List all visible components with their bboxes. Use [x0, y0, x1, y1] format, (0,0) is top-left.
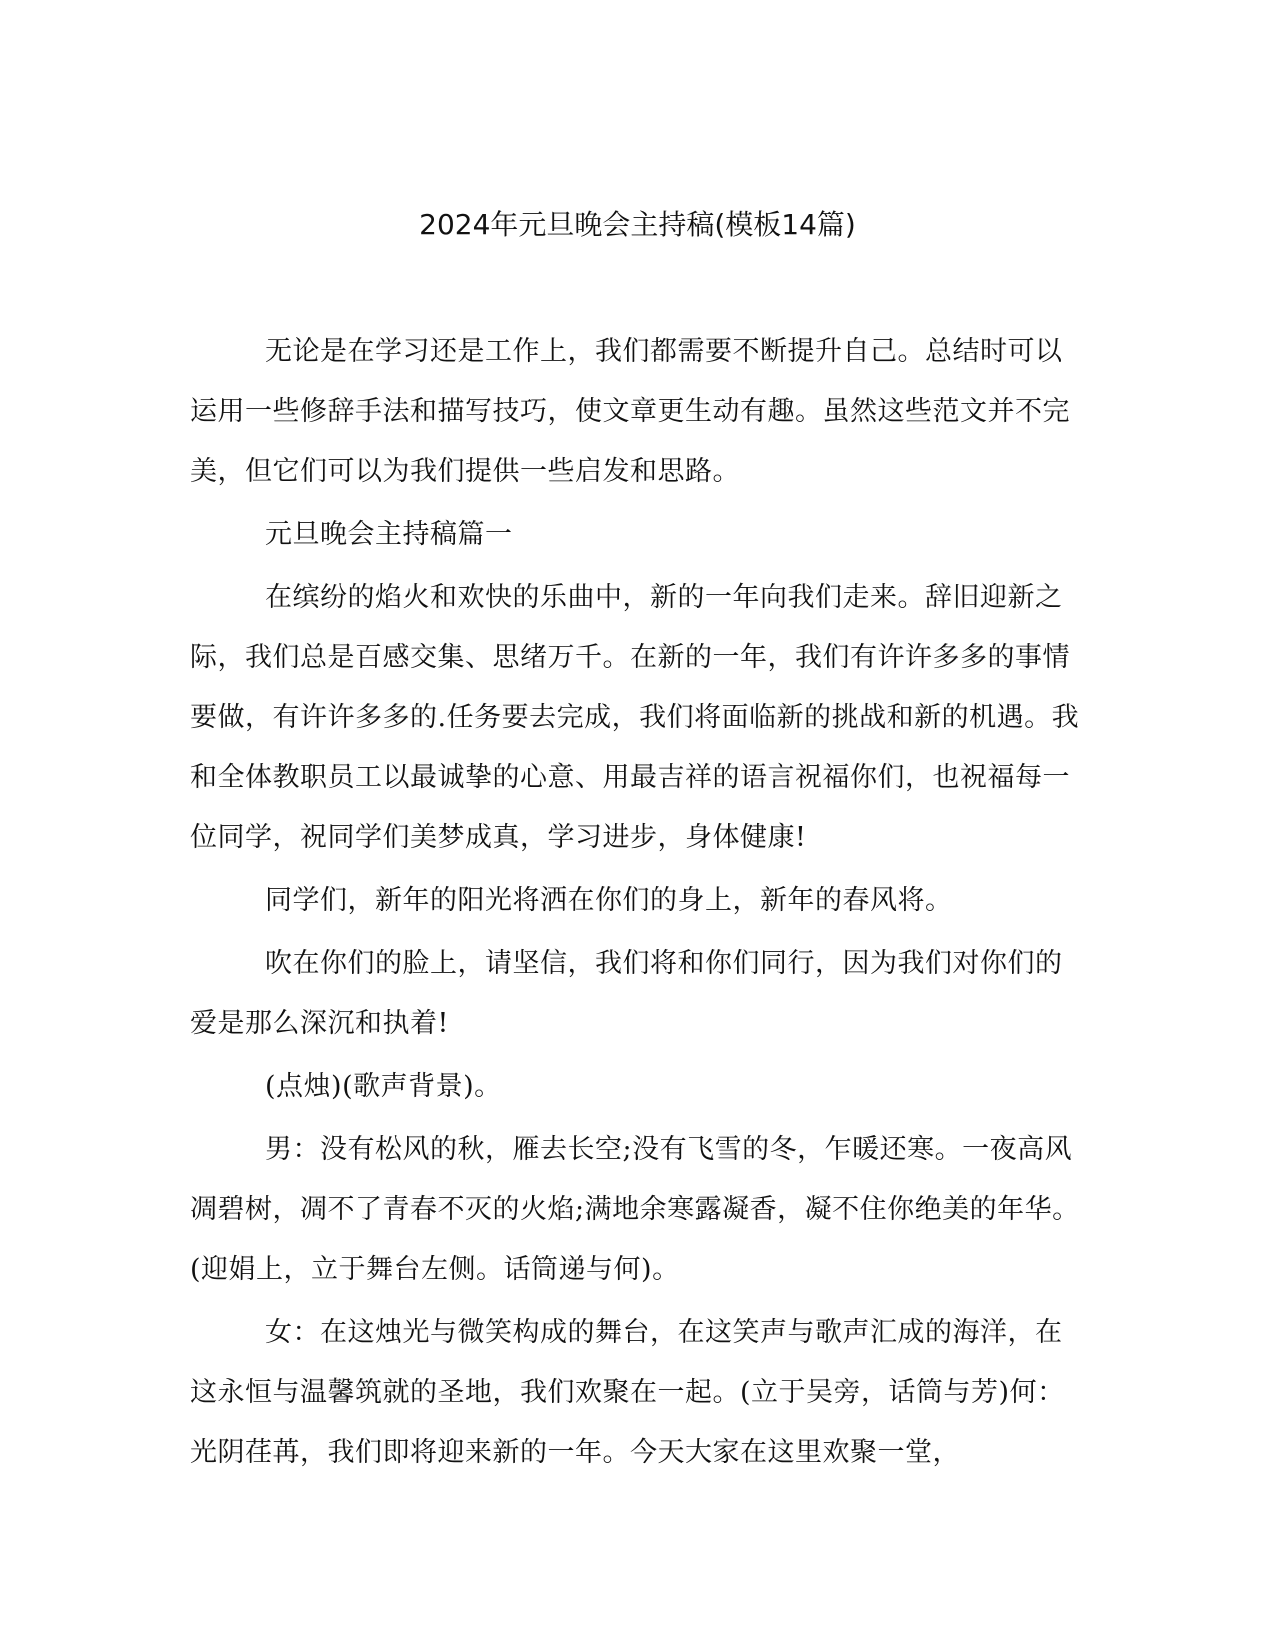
paragraph-female-host: 女：在这烛光与微笑构成的舞台，在这笑声与歌声汇成的海洋，在这永恒与温馨筑就的圣地，我们欢聚在一起。(立于吴旁，话筒与芳)何：光阴荏苒，我们即将迎来新的一年。今天大家在这里欢聚一堂，: [190, 1317, 1065, 1468]
paragraph-male-host: 男：没有松风的秋，雁去长空;没有飞雪的冬，乍暖还寒。一夜高风凋碧树，凋不了青春不灭的火焰;满地余寒露凝香，凝不住你绝美的年华。(迎娟上，立于舞台左侧。话筒递与何)。: [190, 1134, 1080, 1285]
paragraph-intro: 无论是在学习还是工作上，我们都需要不断提升自己。总结时可以运用一些修辞手法和描写技巧，使文章更生动有趣。虽然这些范文并不完美，但它们可以为我们提供一些启发和思路。: [190, 336, 1070, 487]
paragraph-greeting: 在缤纷的焰火和欢快的乐曲中，新的一年向我们走来。辞旧迎新之际，我们总是百感交集、思绪万千。在新的一年，我们有许许多多的事情要做，有许许多多的.任务要去完成，我们将面临新的挑战和新的机遇。我和全体教职员工以最诚挚的心意、用最吉祥的语言祝福你们，也祝福每一位同学，祝同学们美梦成真，学习进步，身体健康!: [190, 582, 1080, 853]
document-title: 2024年元旦晚会主持稿(模板14篇): [419, 208, 856, 241]
paragraph-spring-wind: 吹在你们的脸上，请坚信，我们将和你们同行，因为我们对你们的爱是那么深沉和执着!: [190, 948, 1063, 1039]
section-heading: 元旦晚会主持稿篇一: [265, 519, 513, 550]
paragraph-stage-direction: (点烛)(歌声背景)。: [265, 1071, 502, 1102]
paragraph-sunshine: 同学们，新年的阳光将洒在你们的身上，新年的春风将。: [265, 885, 953, 916]
document-body: [190, 322, 1080, 1486]
